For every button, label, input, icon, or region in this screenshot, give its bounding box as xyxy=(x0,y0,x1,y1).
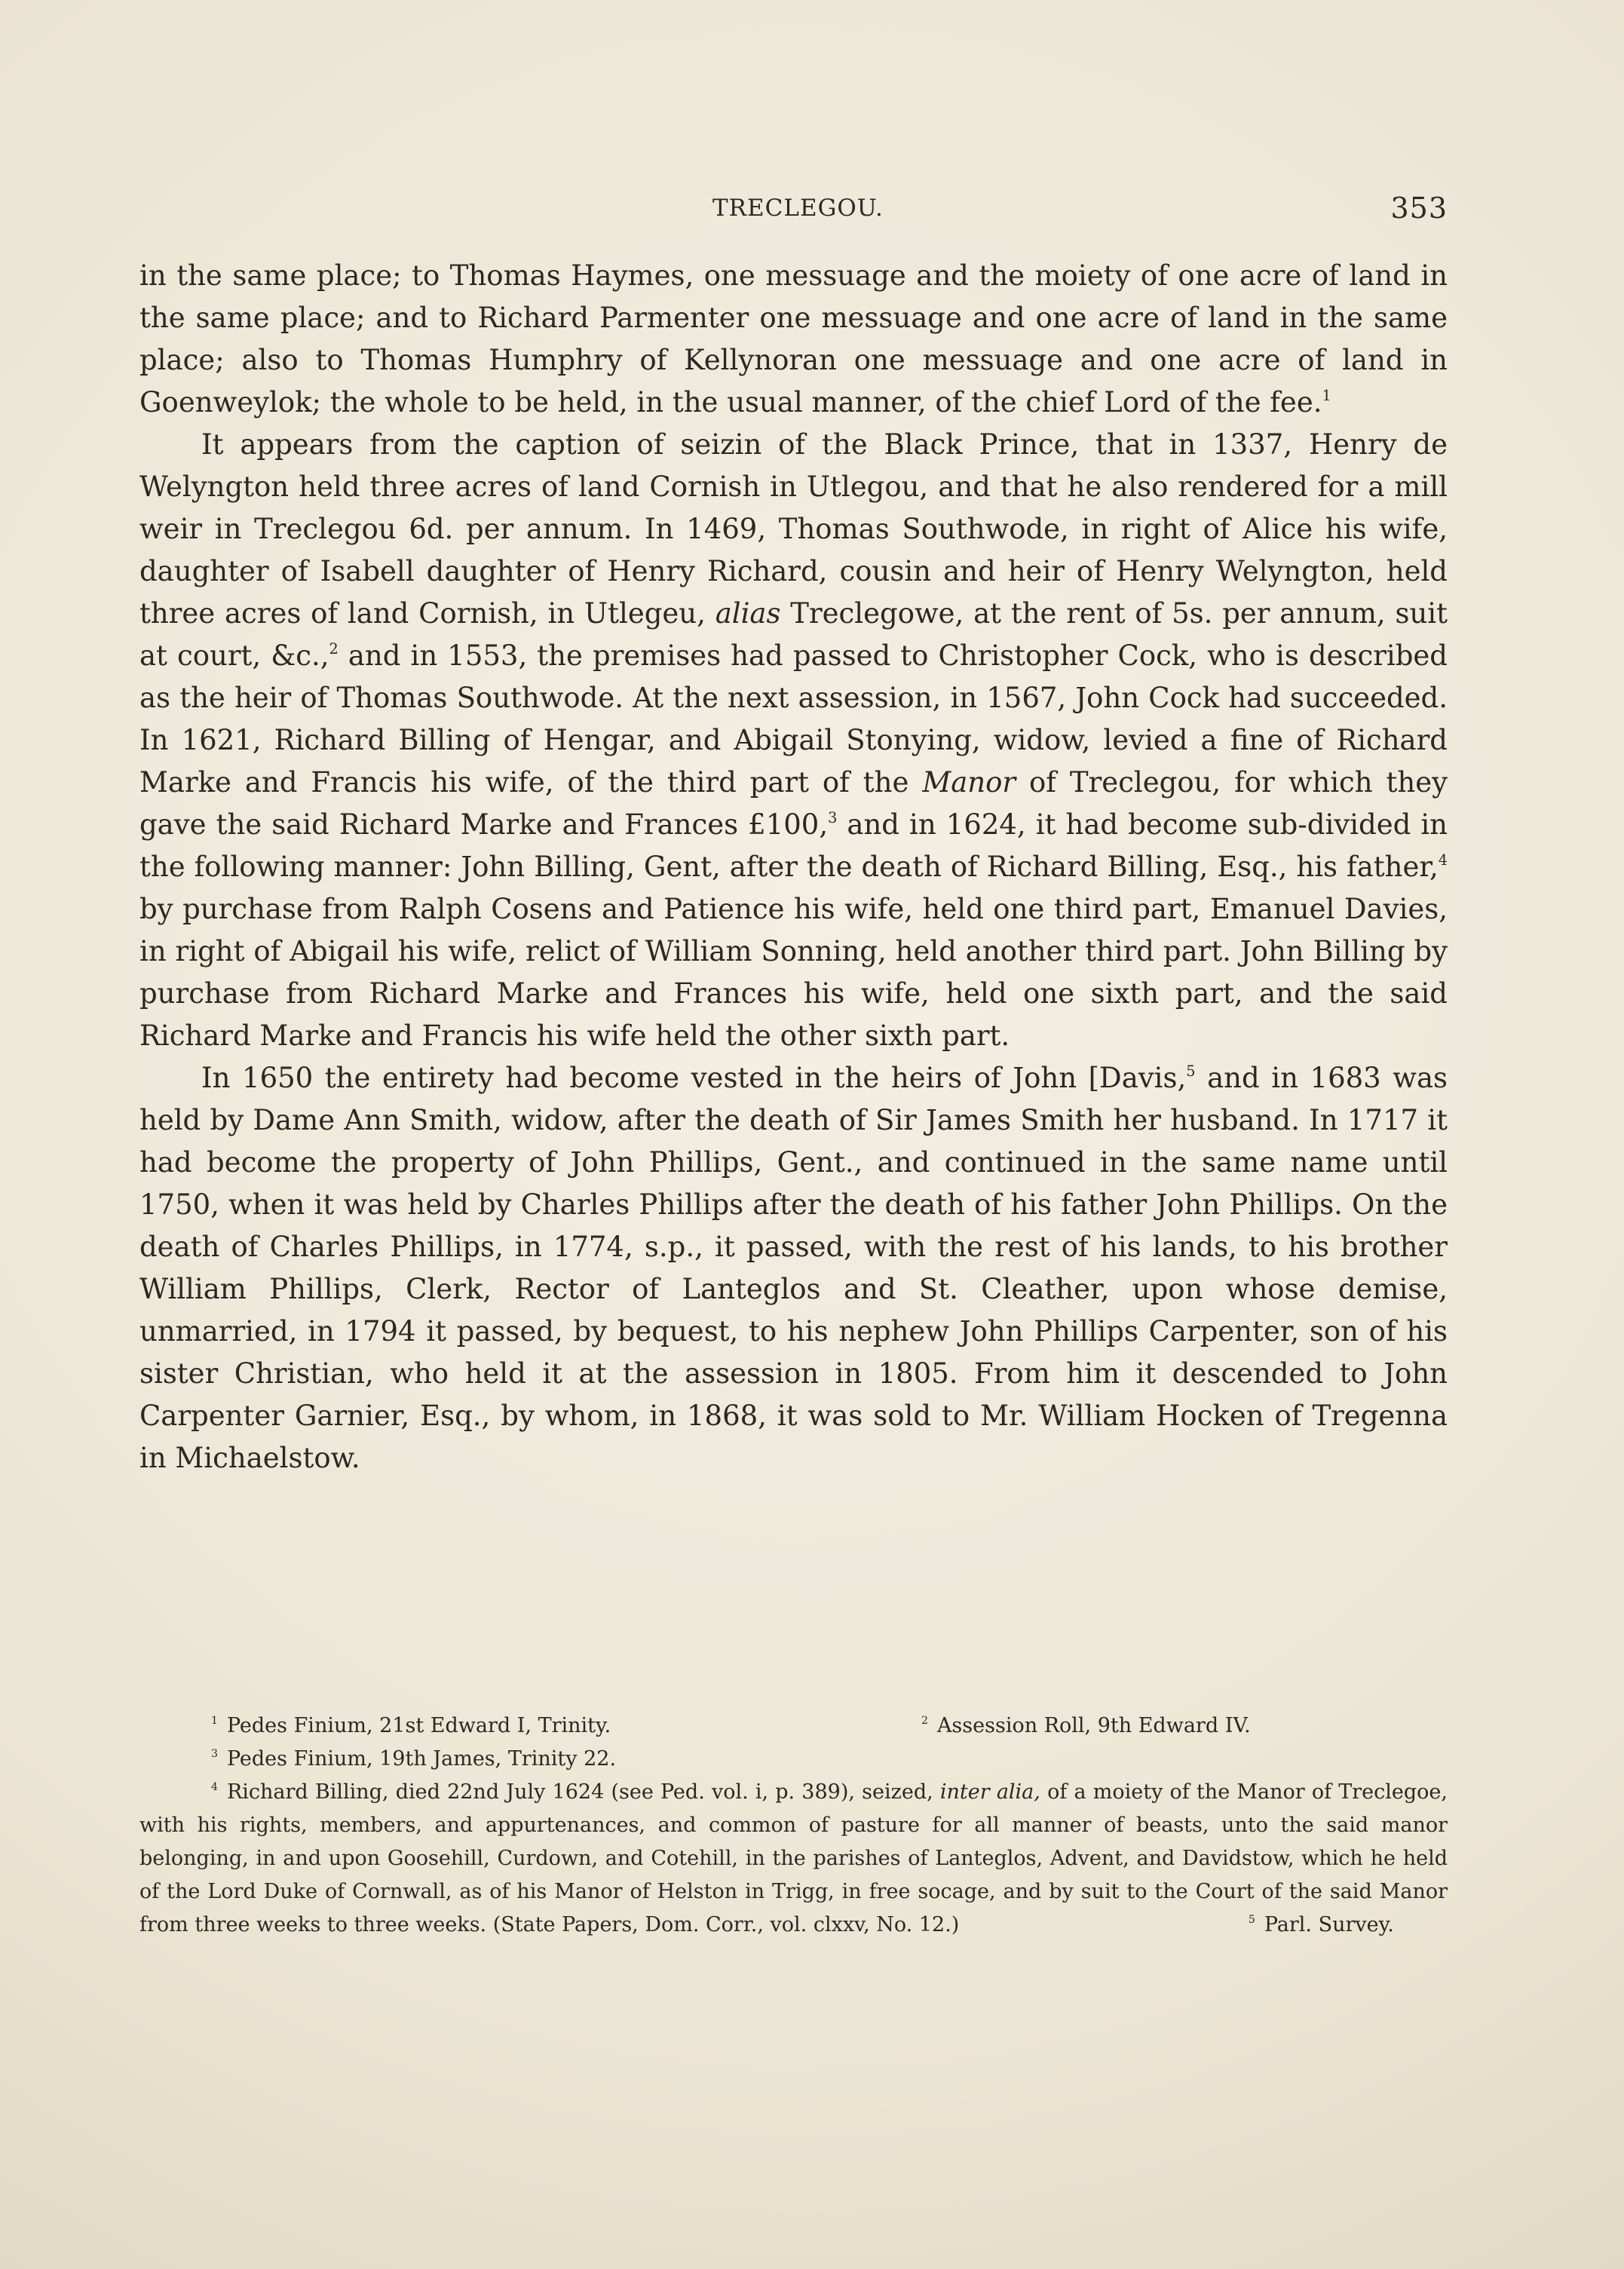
footnote-4-part-b: of a moiety of the Manor of Treclegoe, with his rights, members, and appurtenances, and common of pasture for all manner of beasts, unto the said manor belonging, in and upon Goosehill, Curdown, and Cotehill, in the parishes of Lanteglos, Advent, and Davidstow, which he held of the Lord Duke of Cornwall, as of his Manor of Helston in Trigg, in free socage, and by suit to the Court of the said Manor from three weeks to three weeks. (State Papers, Dom. Corr., vol. clxxv, No. 12.) xyxy=(139,1780,1448,1936)
paragraph-3-part-b: and in 1683 was held by Dame Ann Smith, widow, after the death of Sir James Smith her husband. In 1717 it had become the property of John Phillips, Gent., and continued in the same name until 1750, when it was held by Charles Phillips after the death of his father John Phillips. On the death of Charles Phillips, in 1774, s.p., it passed, with the rest of his lands, to his brother William Phillips, Clerk, Rector of Lanteglos and St. Cleather, upon whose demise, unmarried, in 1794 it passed, by bequest, to his nephew John Phillips Carpenter, son of his sister Christian, who held it at the assession in 1805. From him it descended to John Carpenter Garnier, Esq., by whom, in 1868, it was sold to Mr. William Hocken of Tregenna in Michaelstow. xyxy=(139,1062,1448,1474)
footnote-3-text: Pedes Finium, 19th James, Trinity 22. xyxy=(226,1747,617,1771)
footnote-1-text: Pedes Finium, 21st Edward I, Trinity. xyxy=(226,1714,611,1737)
footnote-marker-2: 2 xyxy=(921,1715,928,1728)
footnote-3 xyxy=(211,1743,616,1776)
footnote-4 xyxy=(139,1776,1448,1942)
footnote-row-1 xyxy=(139,1709,1448,1743)
page-number: 353 xyxy=(1390,192,1448,225)
footnote-2 xyxy=(921,1709,1251,1743)
footnotes xyxy=(139,1709,1448,1942)
paragraph-1 xyxy=(139,255,1448,424)
footnote-5-text: Parl. Survey. xyxy=(1264,1913,1394,1936)
paragraph-2-part-c: and in 1553, the premises had passed to Christopher Cock, who is described as the heir of Thomas Southwode. At the next assession, in 1567, John Cock had succeeded. In 1621, Richard Billing of Hengar, and Abigail Stonying, widow, levied a fine of Richard Marke and Francis his wife, of the third part of the xyxy=(139,639,1448,799)
running-head xyxy=(139,192,1448,226)
footnote-reference-5: 5 xyxy=(1186,1062,1196,1080)
paragraph-2-part-a: It appears from the caption of seizin of the Black Prince, that in 1337, Henry de Welyngton held three acres of land Cornish in Utlegou, and that he also rendered for a mill weir in Treclegou 6d. per annum. In 1469, Thomas Southwode, in right of Alice his wife, daughter of Isabell daughter of Henry Richard, cousin and heir of Henry Welyngton, held three acres of land Cornish, in Utlegeu, xyxy=(139,428,1448,630)
footnote-2-text: Assession Roll, 9th Edward IV. xyxy=(936,1714,1251,1737)
footnote-reference-1: 1 xyxy=(1322,387,1331,404)
footnote-row-3 xyxy=(139,1743,1448,1776)
footnote-5 xyxy=(1177,1909,1394,1942)
paragraph-2-part-f: by purchase from Ralph Cosens and Patience his wife, held one third part, Emanuel Davies, in right of Abigail his wife, relict of William Sonning, held another third part. John Billing by purchase from Richard Marke and Frances his wife, held one sixth part, and the said Richard Marke and Francis his wife held the other sixth part. xyxy=(139,893,1448,1052)
manor-word: Manor xyxy=(922,766,1016,799)
footnote-marker-3: 3 xyxy=(211,1748,218,1761)
footnote-1 xyxy=(211,1709,611,1743)
page-title: TRECLEGOU. xyxy=(712,195,884,222)
footnote-reference-3: 3 xyxy=(828,809,838,826)
footnote-marker-1: 1 xyxy=(211,1715,218,1728)
footnote-reference-4: 4 xyxy=(1438,851,1448,869)
alias-word: alias xyxy=(715,597,781,630)
footnote-marker-5: 5 xyxy=(1248,1914,1255,1927)
footnote-4-part-a: Richard Billing, died 22nd July 1624 (see Ped. vol. i, p. 389), seized, xyxy=(226,1780,933,1804)
paragraph-3 xyxy=(139,1057,1448,1479)
paragraph-2-part-b: Treclegowe, at the rent of 5s. per annum, suit at court, &c., xyxy=(139,597,1448,672)
paragraph-2-part-e: and in 1624, it had become sub-divided in the following manner: John Billing, Gent, after the death of Richard Billing, Esq., his father, xyxy=(139,808,1448,883)
paragraph-2-part-d: of Treclegou, for which they gave the said Richard Marke and Frances £100, xyxy=(139,766,1448,841)
paragraph-1-text: in the same place; to Thomas Haymes, one messuage and the moiety of one acre of land in the same place; and to Richard Parmenter one messuage and one acre of land in the same place; also to Thomas Humphry of Kellynoran one messuage and one acre of land in Goenweylok; the whole to be held, in the usual manner, of the chief Lord of the fee. xyxy=(139,259,1448,419)
main-text xyxy=(139,255,1448,1479)
footnote-marker-4: 4 xyxy=(211,1781,218,1794)
paragraph-2 xyxy=(139,424,1448,1057)
inter-alia: inter alia, xyxy=(939,1780,1040,1804)
footnote-reference-2: 2 xyxy=(329,640,339,658)
paragraph-3-part-a: In 1650 the entirety had become vested in the heirs of John [Davis, xyxy=(201,1062,1187,1094)
